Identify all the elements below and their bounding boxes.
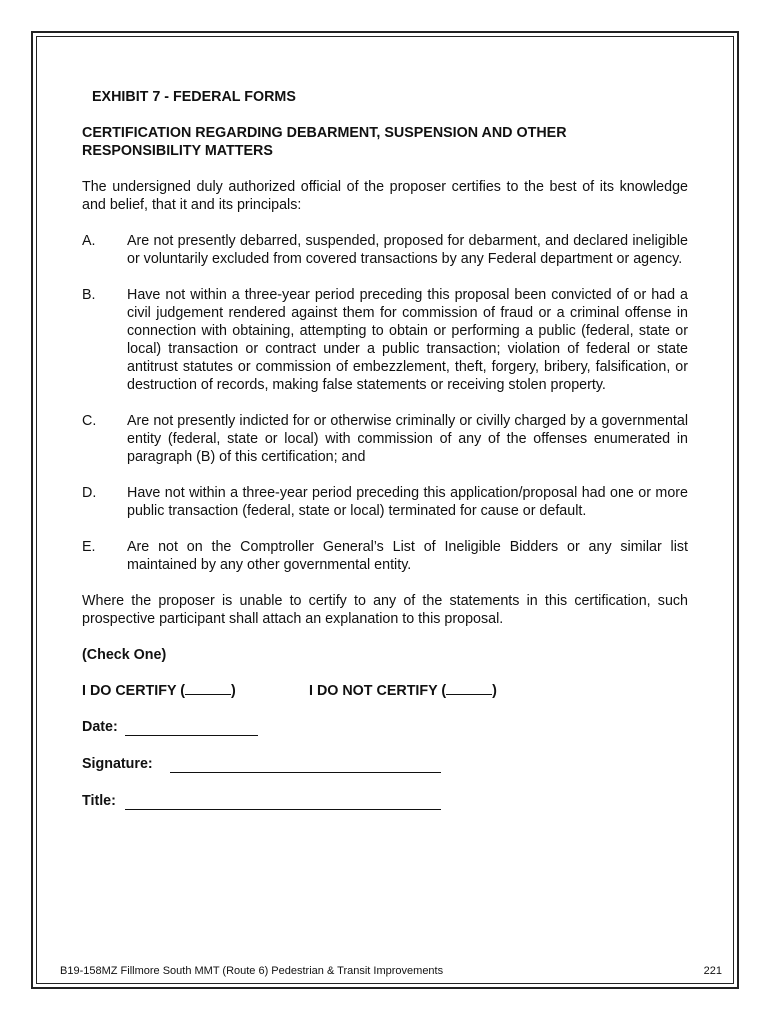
date-field[interactable] [125, 721, 258, 736]
item-letter: D. [82, 485, 97, 501]
date-label: Date: [82, 719, 118, 735]
list-item [82, 412, 688, 466]
certify-blank[interactable] [185, 680, 231, 695]
certify-close: ) [231, 683, 236, 699]
signature-field[interactable] [170, 758, 441, 773]
title-row [82, 792, 688, 810]
item-letter: C. [82, 413, 97, 429]
exhibit-title: EXHIBIT 7 - FEDERAL FORMS [92, 89, 296, 105]
item-letter: B. [82, 287, 96, 303]
document-body [82, 88, 688, 827]
date-row [82, 718, 688, 736]
certify-option[interactable] [82, 680, 309, 700]
list-item [82, 484, 688, 520]
not-certify-close: ) [492, 683, 497, 699]
title-label: Title: [82, 793, 116, 809]
page-footer [60, 965, 722, 977]
item-letter: A. [82, 233, 96, 249]
item-letter: E. [82, 539, 96, 555]
footer-project: B19-158MZ Fillmore South MMT (Route 6) Pedestrian & Transit Improvements [60, 965, 444, 977]
not-certify-label: I DO NOT CERTIFY ( [309, 683, 447, 699]
item-text: Are not on the Comptroller General’s List of Ineligible Bidders or any similar list maintained by any other governmental entity. [127, 539, 688, 573]
item-text: Have not within a three-year period preceding this application/proposal had one or more public transaction (federal, state or local) terminated for cause or default. [127, 485, 688, 519]
item-text: Are not presently indicted for or otherwise criminally or civilly charged by a governmental entity (federal, state or local) with commission of any of the offenses enumerated in paragraph (B) of this certification; and [127, 413, 688, 465]
title-field[interactable] [125, 795, 441, 810]
not-certify-option[interactable] [309, 680, 497, 700]
certification-title: CERTIFICATION REGARDING DEBARMENT, SUSPENSION AND OTHER RESPONSIBILITY MATTERS [82, 125, 567, 159]
item-text: Have not within a three-year period preceding this proposal been convicted of or had a civil judgement rendered against them for commission of fraud or a criminal offense in connection with obtaining, attempting to obtain or performing a public (federal, state or local) transaction or contract under a public transaction; violation of federal or state antitrust statutes or commission of embezzlement, theft, forgery, bribery, falsification, or destruction of records, making false statements or receiving stolen property. [127, 287, 688, 393]
item-text: Are not presently debarred, suspended, proposed for debarment, and declared ineligible or voluntarily excluded from covered transactions by any Federal department or agency. [127, 233, 688, 267]
not-certify-blank[interactable] [446, 680, 492, 695]
signature-row [82, 755, 688, 773]
list-item [82, 232, 688, 268]
page-number: 221 [703, 965, 722, 977]
closing-paragraph: Where the proposer is unable to certify to any of the statements in this certification, such prospective participant shall attach an explanation to this proposal. [82, 593, 688, 627]
list-item [82, 286, 688, 394]
certify-options [82, 680, 688, 700]
list-item [82, 538, 688, 574]
intro-paragraph: The undersigned duly authorized official of the proposer certifies to the best of its knowledge and belief, that it and its principals: [82, 179, 688, 213]
check-one-label: (Check One) [82, 647, 167, 663]
signature-label: Signature: [82, 756, 153, 772]
certify-label: I DO CERTIFY ( [82, 683, 185, 699]
